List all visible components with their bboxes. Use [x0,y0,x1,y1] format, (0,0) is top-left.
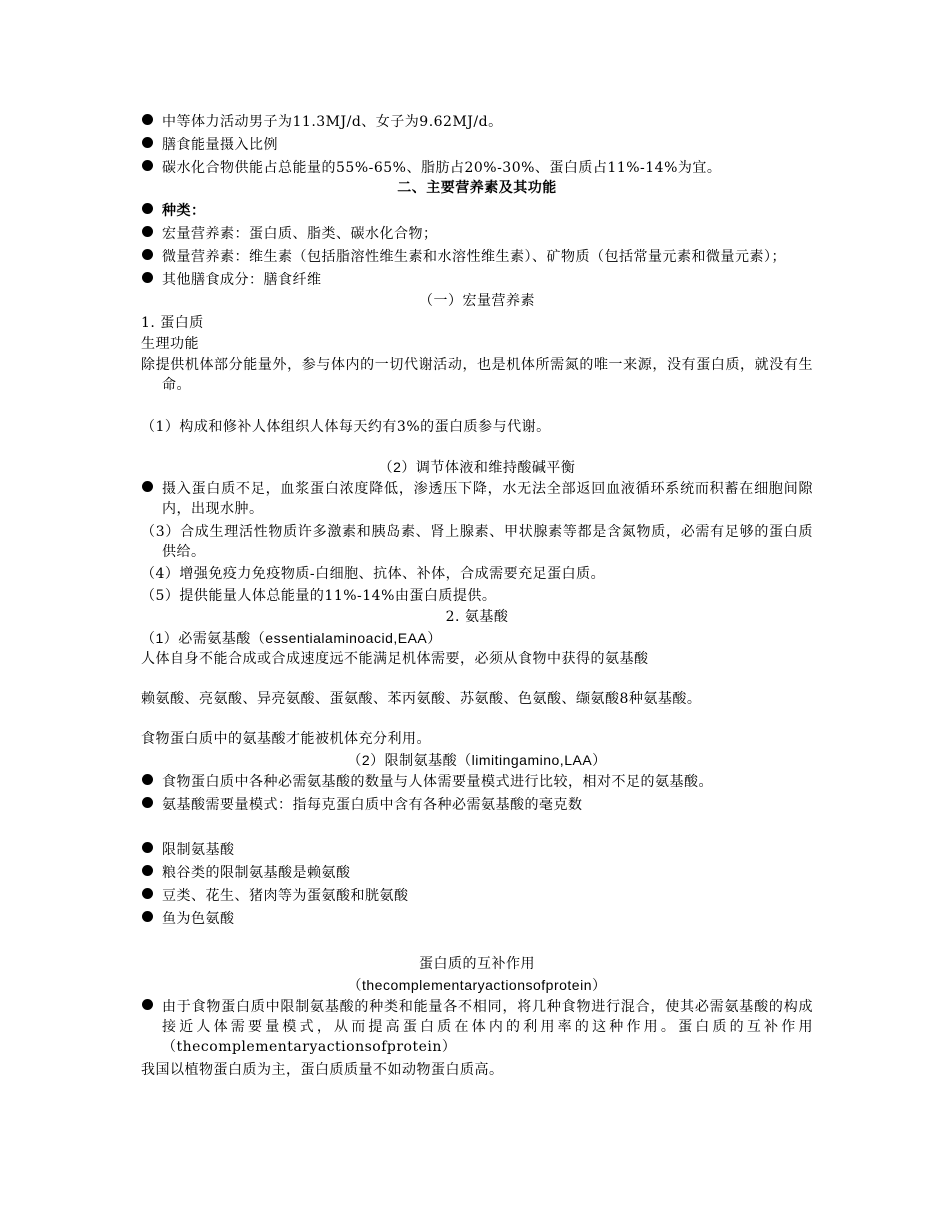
bullet-text: 微量营养素：维生素（包括脂溶性维生素和水溶性维生素）、矿物质（包括常量元素和微量元素）； [162,249,786,265]
spacer [141,397,813,417]
section-heading: 蛋白质的互补作用 [419,956,535,972]
bullet-text: 膳食能量摄入比例 [162,137,278,153]
bullet-item [141,840,813,860]
paragraph: 食物蛋白质中的氨基酸才能被机体充分利用。 [141,731,431,747]
bullet-text: 摄入蛋白质不足，血浆蛋白浓度降低，渗透压下降，水无法全部返回血液循环系统而积蓄在细胞间隙内，出现水肿。 [162,481,813,517]
spacer [141,437,813,457]
paragraph: 赖氨酸、亮氨酸、异亮氨酸、蛋氨酸、苯丙氨酸、苏氨酸、色氨酸、缬氨酸8种氨基酸。 [141,691,702,707]
section-heading: 二、主要营养素及其功能 [397,180,557,196]
bullet-text: 豆类、花生、猪肉等为蛋氨酸和胱氨酸 [162,888,409,904]
bullet-text: 由于食物蛋白质中限制氨基酸的种类和能量各不相同，将几种食物进行混合，使其必需氨基酸的构成接近人体需要量模式，从而提高蛋白质在体内的利用率的这种作用。蛋白质的互补作用（thecomplementaryactionsofprotein） [162,999,813,1055]
bullet-item [141,863,813,883]
paragraph-heading: （2）调节体液和维持酸碱平衡 [378,459,576,475]
spacer [141,932,813,954]
paragraph: 我国以植物蛋白质为主，蛋白质质量不如动物蛋白质高。 [141,1062,504,1078]
item-title: 2. 氨基酸 [445,609,509,625]
bullet-item [141,886,813,906]
label: 生理功能 [141,336,199,352]
bullet-text: 限制氨基酸 [162,842,235,858]
item-title: 1. 蛋白质 [141,315,204,331]
spacer [141,818,813,840]
spacer [141,669,813,689]
paragraph-heading: （2）限制氨基酸（limitingamino,LAA） [347,752,607,768]
bullet-item [141,795,813,815]
bullet-text: 其他膳食成分：膳食纤维 [162,272,322,288]
bullet-item [141,158,813,178]
bullet-item [141,909,813,929]
paragraph: （4）增强免疫力免疫物质-白细胞、抗体、补体，合成需要充足蛋白质。 [141,566,606,582]
bullet-item [141,997,813,1057]
bullet-text: 中等体力活动男子为11.3MJ/d、女子为9.62MJ/d。 [162,114,503,130]
bullet-item [141,479,813,519]
section-subtitle: （thecomplementaryactionsofprotein） [347,977,607,993]
bullet-item [141,135,813,155]
bullet-text: 种类： [162,203,206,219]
spacer [141,709,813,729]
bullet-item [141,224,813,244]
subsection-heading: （一）宏量营养素 [419,293,535,309]
bullet-item [141,270,813,290]
bullet-item [141,201,813,221]
paragraph: （3）合成生理活性物质许多激素和胰岛素、肾上腺素、甲状腺素等都是含氮物质，必需有足够的蛋白质供给。 [141,524,813,560]
paragraph: （1）构成和修补人体组织人体每天约有3%的蛋白质参与代谢。 [141,419,551,435]
bullet-text: 氨基酸需要量模式：指每克蛋白质中含有各种必需氨基酸的毫克数 [162,797,583,813]
paragraph: （5）提供能量人体总能量的11%-14%由蛋白质提供。 [141,588,497,604]
bullet-item [141,112,813,132]
bullet-item [141,247,813,267]
bullet-item [141,772,813,792]
bullet-text: 粮谷类的限制氨基酸是赖氨酸 [162,865,351,881]
paragraph: 人体自身不能合成或合成速度远不能满足机体需要，必须从食物中获得的氨基酸 [141,651,649,667]
paragraph-heading: （1）必需氨基酸（essentialaminoacid,EAA） [141,630,442,646]
bullet-text: 鱼为色氨酸 [162,911,235,927]
bullet-text: 宏量营养素：蛋白质、脂类、碳水化合物； [162,226,438,242]
bullet-text: 碳水化合物供能占总能量的55%-65%、脂肪占20%-30%、蛋白质占11%-14%为宜。 [162,160,722,176]
document-body [141,112,813,1080]
bullet-text: 食物蛋白质中各种必需氨基酸的数量与人体需要量模式进行比较，相对不足的氨基酸。 [162,774,713,790]
paragraph: 除提供机体部分能量外，参与体内的一切代谢活动，也是机体所需氮的唯一来源，没有蛋白质，就没有生命。 [141,357,813,393]
